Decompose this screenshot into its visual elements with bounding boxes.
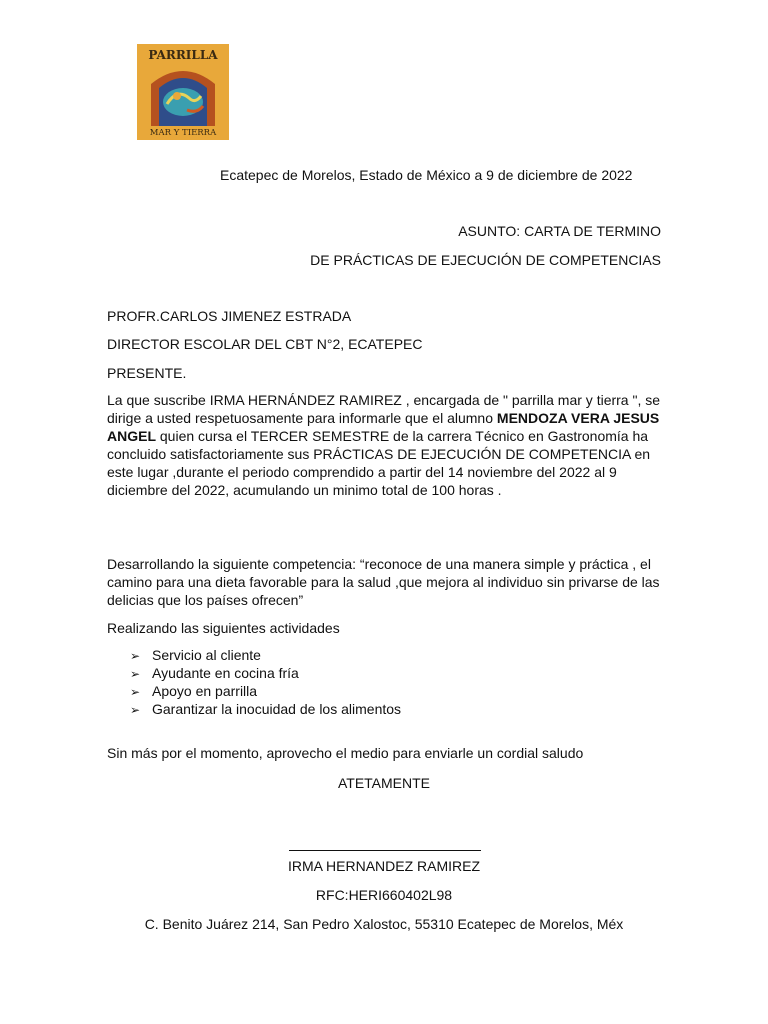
signature-line — [289, 850, 481, 851]
place-and-date: Ecatepec de Morelos, Estado de México a 9 de diciembre de 2022 — [220, 167, 633, 183]
closing-sentence: Sin más por el momento, aprovecho el medio para enviarle un cordial saludo — [107, 745, 584, 761]
body-paragraph-1 — [107, 391, 667, 499]
paragraph-1-details: quien cursa el TERCER SEMESTRE de la carrera Técnico en Gastronomía ha concluido satisfactoriamente sus PRÁCTICAS DE EJECUCIÓN DE COMPETENCIA en este lugar ,durante el periodo comprendido a partir del 14 noviembre del 2022 al 9 diciembre del 2022, acumulando un minimo total de 100 horas . — [107, 428, 651, 498]
subject-line-1: ASUNTO: CARTA DE TERMINO — [458, 223, 661, 239]
arrow-bullet-icon: ➢ — [130, 703, 141, 717]
activity-label: Servicio al cliente — [152, 647, 261, 663]
signer-name: IRMA HERNANDEZ RAMIREZ — [287, 858, 481, 874]
signer-address: C. Benito Juárez 214, San Pedro Xalostoc, 55310 Ecatepec de Morelos, Méx — [144, 916, 624, 932]
arrow-bullet-icon: ➢ — [130, 667, 141, 681]
signer-rfc: RFC:HERI660402L98 — [315, 887, 453, 903]
logo-artwork — [137, 44, 229, 140]
list-item — [130, 664, 401, 682]
paragraph-1-intro: La que suscribe IRMA HERNÁNDEZ RAMIREZ , encargada de " parrilla mar y tierra ", se dirige a usted respetuosamente para informarle que el alumno — [107, 392, 661, 426]
recipient-name: PROFR.CARLOS JIMENEZ ESTRADA — [107, 308, 352, 324]
logo-title: PARRILLA — [148, 48, 218, 62]
recipient-title: DIRECTOR ESCOLAR DEL CBT N°2, ECATEPEC — [107, 336, 423, 352]
activities-list — [130, 646, 401, 718]
arrow-bullet-icon: ➢ — [130, 685, 141, 699]
activity-label: Ayudante en cocina fría — [152, 665, 299, 681]
body-paragraph-2: Desarrollando la siguiente competencia: “reconoce de una manera simple y práctica , el camino para una dieta favorable para la salud ,que mejora al individuo sin privarse de las delicias que los países ofrecen” — [107, 556, 660, 608]
student-name: MENDOZA VERA JESUS ANGEL — [107, 410, 660, 444]
list-item — [130, 700, 401, 718]
activity-label: Apoyo en parrilla — [152, 683, 258, 699]
arrow-bullet-icon: ➢ — [130, 649, 141, 663]
sign-off: ATETAMENTE — [337, 775, 431, 791]
restaurant-logo — [137, 44, 229, 140]
activities-intro: Realizando las siguientes actividades — [107, 620, 340, 636]
subject-line-2: DE PRÁCTICAS DE EJECUCIÓN DE COMPETENCIAS — [310, 252, 661, 268]
list-item — [130, 682, 401, 700]
activity-label: Garantizar la inocuidad de los alimentos — [152, 701, 402, 717]
list-item — [130, 646, 401, 664]
greeting: PRESENTE. — [107, 365, 187, 381]
logo-subtitle: MAR Y TIERRA — [149, 128, 217, 138]
